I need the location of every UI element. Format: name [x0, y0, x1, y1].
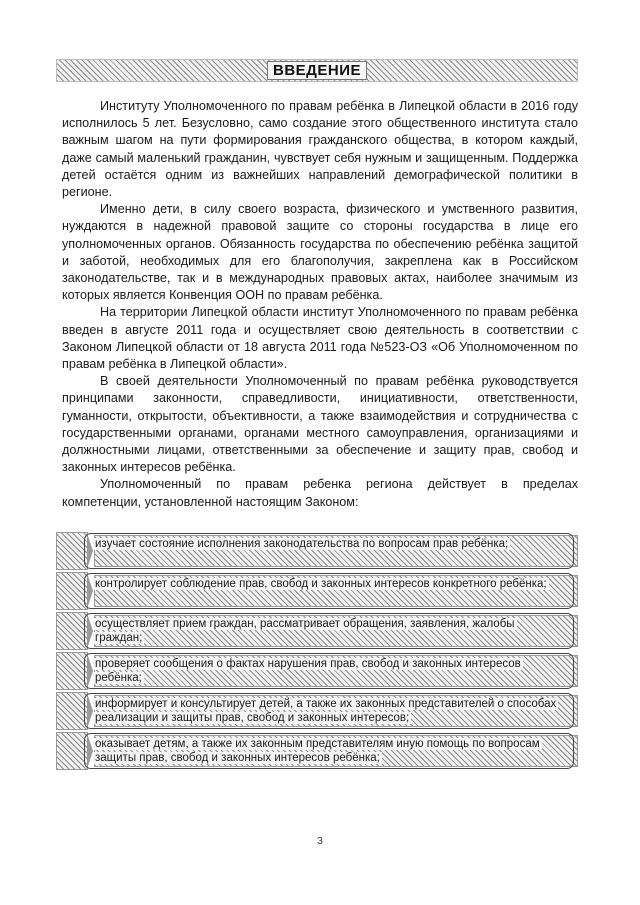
paragraph: Институту Уполномоченного по правам ребёнка в Липецкой области в 2016 году исполнилось 5 лет. Безусловно, само создание этого общественного института стало важным шагом на пути формирования гражданского общества, в котором каждый, даже самый маленький гражданин, чувствует себя нужным и защищенным. Поддержка детей остаётся одним из важнейших направлений демографической политики в регионе.	[62, 99, 578, 200]
list-item-text: информирует и консультирует детей, а также их законных представителей о способах реализации и защиты прав, свобод и законных интересов;	[95, 698, 557, 724]
paragraph: Именно дети, в силу своего возраста, физического и умственного развития, нуждаются в надежной правовой защите со стороны государства в лице его уполномоченных органов. Обязанность государства по обеспечению ребёнка защитой и заботой, необходимых для его благополучия, закреплена как в Российском законодательстве, так и в международных правовых актах, наиболее значимым из которых является Конвенция ООН по правам ребёнка.	[62, 202, 578, 303]
list-item-text: проверяет сообщения о фактах нарушения прав, свобод и законных интересов ребёнка;	[95, 658, 521, 684]
page-title: ВВЕДЕНИЕ	[267, 61, 367, 80]
competence-list	[56, 532, 578, 772]
paragraph: Уполномоченный по правам ребенка региона действует в пределах компетенции, установленной настоящим Законом:	[62, 477, 578, 509]
list-item	[56, 612, 578, 652]
header-band	[56, 59, 578, 82]
list-item	[56, 532, 578, 572]
list-item	[56, 652, 578, 692]
list-item-text: осуществляет прием граждан, рассматривает обращения, заявления, жалобы граждан;	[95, 618, 515, 644]
list-item-box	[84, 533, 574, 569]
list-item-box	[84, 733, 574, 769]
body-text	[62, 98, 578, 511]
paragraph: На территории Липецкой области институт Уполномоченного по правам ребёнка введен в августе 2011 года и осуществляет свою деятельность в соответствии с Законом Липецкой области от 18 августа 2011 года №523-ОЗ «Об Уполномоченном по правам ребёнка в Липецкой области».	[62, 305, 578, 372]
paragraph: В своей деятельности Уполномоченный по правам ребёнка руководствуется принципами законности, справедливости, инициативности, ответственности, гуманности, открытости, объективности, а также взаимодействия и сотрудничества с государственными органами, органами местного самоуправления, организациями и должностными лицами, ответственными за обеспечение и защиту прав, свобод и законных интересов ребёнка.	[62, 374, 578, 475]
list-item-text: изучает состояние исполнения законодательства по вопросам прав ребёнка;	[95, 538, 509, 550]
list-item-box	[84, 653, 574, 689]
list-item-text: оказывает детям, а также их законным представителям иную помощь по вопросам защиты прав, свобод и законных интересов ребёнка;	[95, 738, 540, 764]
page-number: 3	[317, 836, 323, 847]
list-item-box	[84, 573, 574, 609]
list-item-box	[84, 693, 574, 729]
list-item	[56, 692, 578, 732]
list-item-box	[84, 613, 574, 649]
list-item	[56, 732, 578, 772]
list-item-text: контролирует соблюдение прав, свобод и законных интересов конкретного ребёнка;	[95, 578, 547, 590]
list-item	[56, 572, 578, 612]
